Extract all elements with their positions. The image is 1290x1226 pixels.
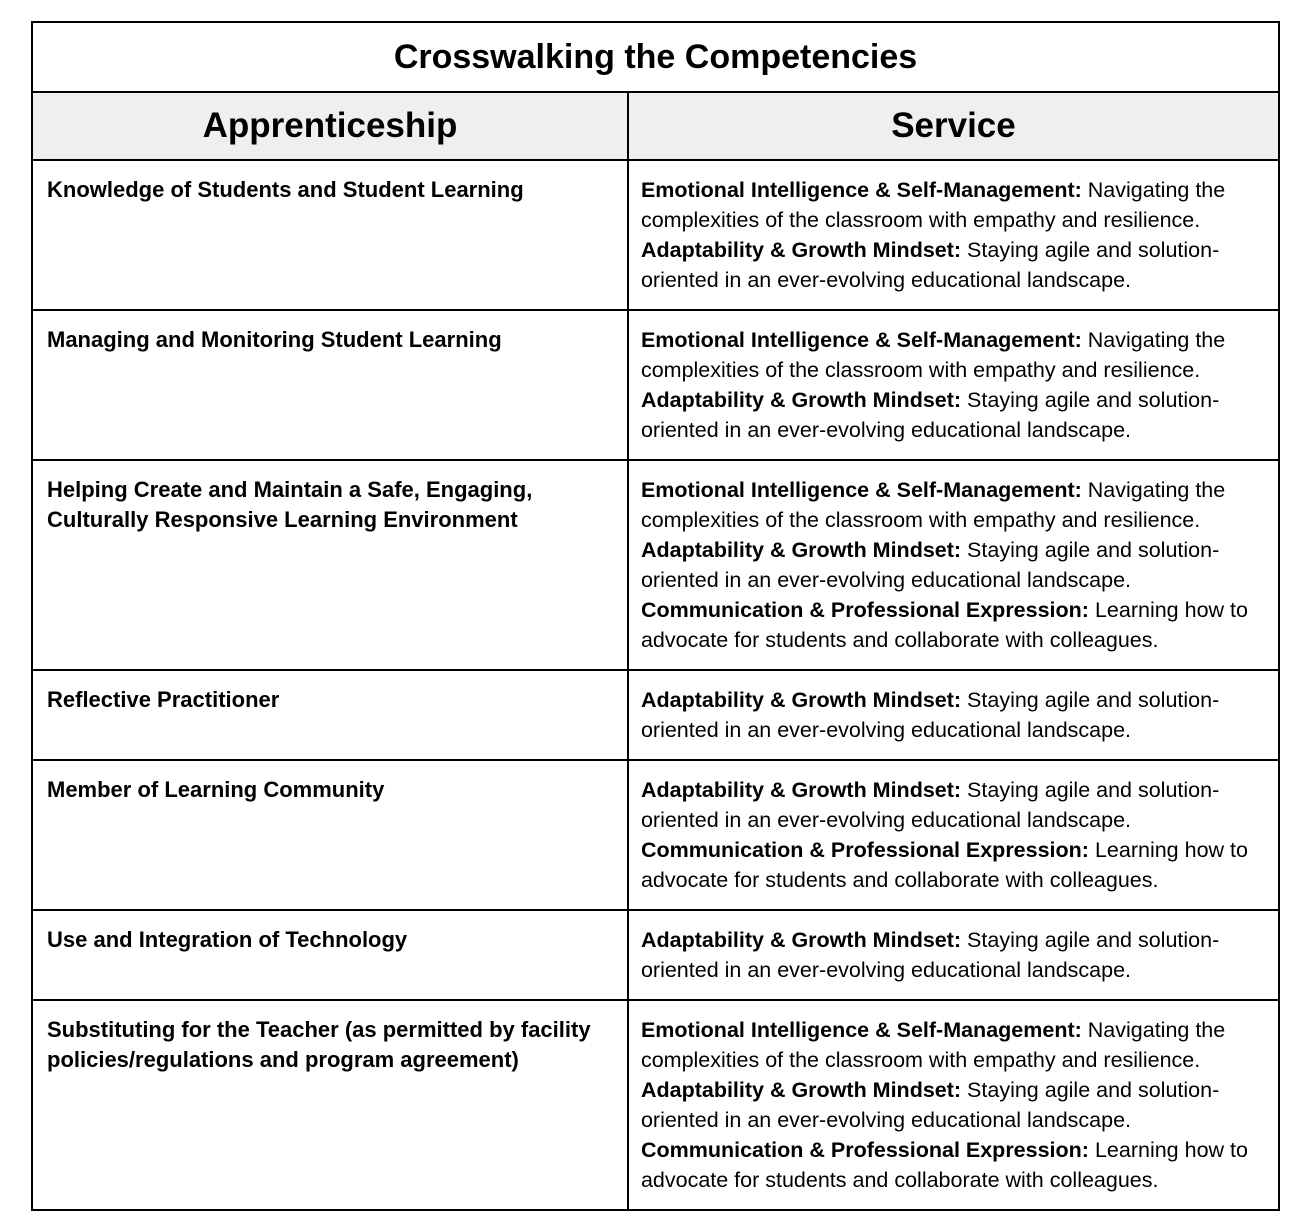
service-competency-entry — [641, 235, 1266, 295]
service-competencies — [628, 160, 1279, 310]
service-competency-description: Learning how to advocate for students and collaborate with colleagues. — [640, 838, 1248, 892]
service-competency-entry — [641, 175, 1266, 235]
service-competencies — [628, 460, 1279, 670]
service-competency-description: Staying agile and solution-oriented in an ever-evolving educational landscape. — [640, 778, 1220, 832]
service-competency-name: Communication & Professional Expression: — [640, 1138, 1089, 1162]
service-competency-entry — [641, 685, 1266, 745]
service-competency-name: Emotional Intelligence & Self-Management: — [640, 178, 1082, 202]
service-competency-name: Emotional Intelligence & Self-Management: — [640, 328, 1082, 352]
service-competency-description: Learning how to advocate for students and collaborate with colleagues. — [640, 1138, 1248, 1192]
apprenticeship-competency: Use and Integration of Technology — [32, 910, 628, 1000]
title-row — [32, 22, 1279, 92]
table-title: Crosswalking the Competencies — [32, 22, 1279, 92]
service-competency-description: Staying agile and solution-oriented in an ever-evolving educational landscape. — [640, 1078, 1220, 1132]
service-competency-entry — [641, 535, 1266, 595]
service-competency-name: Adaptability & Growth Mindset: — [640, 688, 962, 712]
service-competency-name: Communication & Professional Expression: — [640, 598, 1089, 622]
service-competency-name: Communication & Professional Expression: — [640, 838, 1089, 862]
service-competency-name: Adaptability & Growth Mindset: — [640, 1078, 962, 1102]
service-competencies — [628, 910, 1279, 1000]
table-row — [32, 760, 1279, 910]
service-competency-entry — [641, 775, 1266, 835]
table-row — [32, 670, 1279, 760]
apprenticeship-competency: Knowledge of Students and Student Learning — [32, 160, 628, 310]
service-competency-entry — [641, 1015, 1266, 1075]
service-competency-name: Adaptability & Growth Mindset: — [640, 388, 962, 412]
service-competency-entry — [641, 925, 1266, 985]
service-competency-description: Staying agile and solution-oriented in an ever-evolving educational landscape. — [640, 238, 1220, 292]
service-competency-entry — [641, 595, 1266, 655]
service-competencies — [628, 670, 1279, 760]
service-competency-entry — [641, 475, 1266, 535]
service-competencies — [628, 1000, 1279, 1210]
column-header-apprenticeship: Apprenticeship — [32, 92, 628, 160]
service-competency-name: Emotional Intelligence & Self-Management: — [640, 478, 1082, 502]
table-row — [32, 460, 1279, 670]
service-competency-description: Learning how to advocate for students and collaborate with colleagues. — [640, 598, 1248, 652]
service-competency-description: Navigating the complexities of the classroom with empathy and resilience. — [640, 478, 1226, 532]
header-row — [32, 92, 1279, 160]
service-competency-name: Adaptability & Growth Mindset: — [640, 538, 962, 562]
service-competency-description: Staying agile and solution-oriented in an ever-evolving educational landscape. — [640, 688, 1220, 742]
apprenticeship-competency: Reflective Practitioner — [32, 670, 628, 760]
apprenticeship-competency: Substituting for the Teacher (as permitted by facility policies/regulations and program agreement) — [32, 1000, 628, 1210]
apprenticeship-competency: Helping Create and Maintain a Safe, Engaging, Culturally Responsive Learning Environment — [32, 460, 628, 670]
service-competency-entry — [641, 1075, 1266, 1135]
service-competencies — [628, 310, 1279, 460]
service-competency-entry — [641, 835, 1266, 895]
apprenticeship-competency: Managing and Monitoring Student Learning — [32, 310, 628, 460]
service-competency-name: Emotional Intelligence & Self-Management: — [640, 1018, 1082, 1042]
table-row — [32, 1000, 1279, 1210]
service-competency-description: Navigating the complexities of the classroom with empathy and resilience. — [640, 1018, 1226, 1072]
table-row — [32, 160, 1279, 310]
apprenticeship-competency: Member of Learning Community — [32, 760, 628, 910]
service-competency-description: Navigating the complexities of the classroom with empathy and resilience. — [640, 328, 1226, 382]
table-body — [32, 160, 1279, 1210]
service-competency-entry — [641, 1135, 1266, 1195]
service-competency-entry — [641, 325, 1266, 385]
table-row — [32, 910, 1279, 1000]
table-row — [32, 310, 1279, 460]
service-competency-entry — [641, 385, 1266, 445]
service-competency-description: Staying agile and solution-oriented in an ever-evolving educational landscape. — [640, 388, 1220, 442]
service-competency-name: Adaptability & Growth Mindset: — [640, 238, 962, 262]
service-competency-description: Staying agile and solution-oriented in an ever-evolving educational landscape. — [640, 928, 1220, 982]
crosswalk-table — [31, 21, 1280, 1211]
service-competency-description: Navigating the complexities of the classroom with empathy and resilience. — [640, 178, 1226, 232]
service-competency-name: Adaptability & Growth Mindset: — [640, 928, 962, 952]
service-competency-description: Staying agile and solution-oriented in an ever-evolving educational landscape. — [640, 538, 1220, 592]
service-competencies — [628, 760, 1279, 910]
service-competency-name: Adaptability & Growth Mindset: — [640, 778, 962, 802]
column-header-service: Service — [628, 92, 1279, 160]
